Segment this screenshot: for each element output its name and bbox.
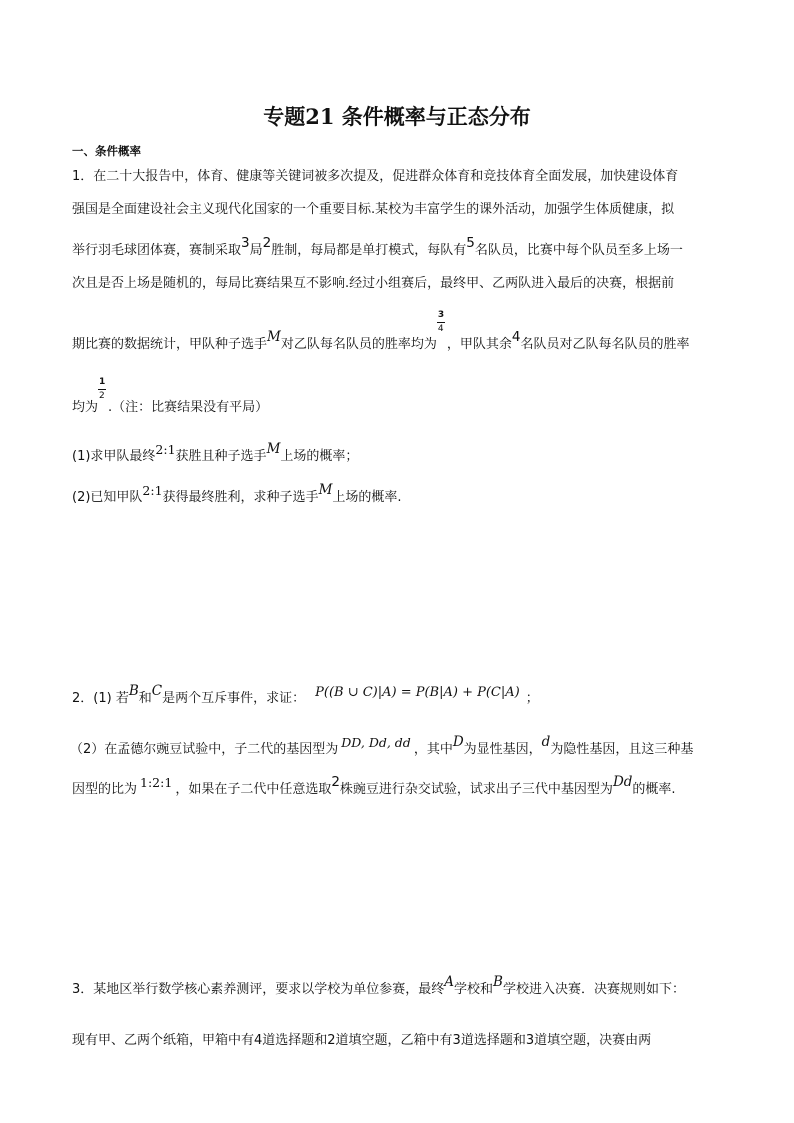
- math-ratio: 1:2:1: [140, 775, 173, 790]
- math-M: M: [318, 482, 333, 498]
- text: （2）在孟德尔豌豆试验中，子二代的基因型为: [70, 742, 339, 757]
- text: 和: [138, 691, 152, 706]
- math-ratio: 2:1: [155, 442, 176, 457]
- q1-line-5: [72, 310, 690, 354]
- text: 2．(1) 若: [72, 691, 129, 706]
- text: .（注：比赛结果没有平局）: [108, 400, 269, 415]
- q1-line-6: [72, 377, 269, 417]
- text: 期比赛的数据统计，甲队种子选手: [72, 337, 268, 352]
- q1-line-1: 1．在二十大报告中，体育、健康等关键词被多次提及，促进群众体育和竞技体育全面发展，加快建设体育: [72, 169, 679, 184]
- math-D: D: [452, 734, 464, 750]
- q1-part-2: [72, 482, 402, 507]
- fraction-1-2: [98, 377, 108, 401]
- math-M: M: [267, 329, 281, 345]
- text: (2)已知甲队: [72, 490, 143, 505]
- fraction-3-4: [437, 310, 447, 334]
- text: ，其中: [413, 742, 453, 757]
- q3-line-2: 现有甲、乙两个纸箱，甲箱中有4道选择题和2道填空题，乙箱中有3道选择题和3道填空题，决赛由两: [72, 1033, 652, 1048]
- text: 胜制，每局都是单打模式，每队有: [271, 243, 467, 258]
- math-genotypes: DD, Dd, dd: [341, 735, 411, 750]
- text: (1)求甲队最终: [72, 449, 156, 464]
- text: 因型的比为: [72, 782, 138, 797]
- text: 举行羽毛球团体赛，赛制采取: [72, 243, 242, 258]
- text: 的概率.: [632, 782, 676, 797]
- q2-line-1: [72, 683, 539, 708]
- text: 获胜且种子选手: [175, 449, 267, 464]
- text: 名队员对乙队每名队员的胜率: [520, 337, 690, 352]
- text: 获得最终胜利，求种子选手: [162, 490, 319, 505]
- math-C: C: [151, 683, 163, 699]
- text: 对乙队每名队员的胜率均为: [280, 337, 437, 352]
- text: ；: [525, 691, 539, 706]
- q2-line-3: [72, 774, 676, 799]
- math-2: 2: [262, 235, 272, 251]
- math-ratio: 2:1: [142, 483, 163, 498]
- text: 名队员，比赛中每个队员至多上场一: [474, 243, 683, 258]
- math-3: 3: [241, 235, 250, 251]
- q1-line-4: 次且是否上场是随机的，每局比赛结果互不影响.经过小组赛后，最终甲、乙两队进入最后的决赛，根据前: [72, 276, 675, 291]
- math-B: B: [493, 974, 503, 990]
- text: 上场的概率；: [280, 449, 359, 464]
- math-Dd: Dd: [612, 774, 633, 790]
- text: 为显性基因，: [463, 742, 542, 757]
- math-A: A: [444, 974, 455, 990]
- section-heading: 一、条件概率: [72, 144, 141, 158]
- math-M: M: [266, 441, 281, 457]
- page-title: 专题21 条件概率与正态分布: [263, 104, 531, 129]
- math-5: 5: [466, 235, 475, 251]
- text: 3．某地区举行数学核心素养测评，要求以学校为单位参赛，最终: [72, 982, 445, 997]
- math-d: d: [541, 734, 551, 750]
- q2-line-2: [70, 734, 694, 759]
- math-2: 2: [331, 774, 340, 790]
- numerator: 1: [99, 377, 106, 387]
- q3-line-1: [72, 974, 685, 999]
- text: 局: [249, 243, 263, 258]
- text: 是两个互斥事件，求证：: [162, 691, 306, 706]
- q1-line-2: 强国是全面建设社会主义现代化国家的一个重要目标.某校为丰富学生的课外活动，加强学生体质健康，拟: [72, 202, 675, 217]
- denominator: 2: [99, 391, 105, 401]
- text: 学校进入决赛．决赛规则如下：: [502, 982, 685, 997]
- text: 株豌豆进行杂交试验，试求出子三代中基因型为: [339, 782, 613, 797]
- text: 上场的概率.: [332, 490, 402, 505]
- math-B: B: [128, 683, 139, 699]
- numerator: 3: [437, 310, 445, 320]
- text: 学校和: [454, 982, 494, 997]
- formula: P((B ∪ C)|A) = P(B|A) + P(C|A): [315, 685, 520, 700]
- q1-part-1: [72, 441, 359, 466]
- denominator: 4: [437, 324, 444, 334]
- math-4: 4: [511, 329, 521, 345]
- text: 均为: [72, 400, 99, 415]
- text: ，如果在子二代中任意选取: [175, 782, 332, 797]
- text: 为隐性基因，且这三种基: [550, 742, 694, 757]
- text: ，甲队其余: [446, 337, 512, 352]
- q1-line-3: [72, 235, 683, 260]
